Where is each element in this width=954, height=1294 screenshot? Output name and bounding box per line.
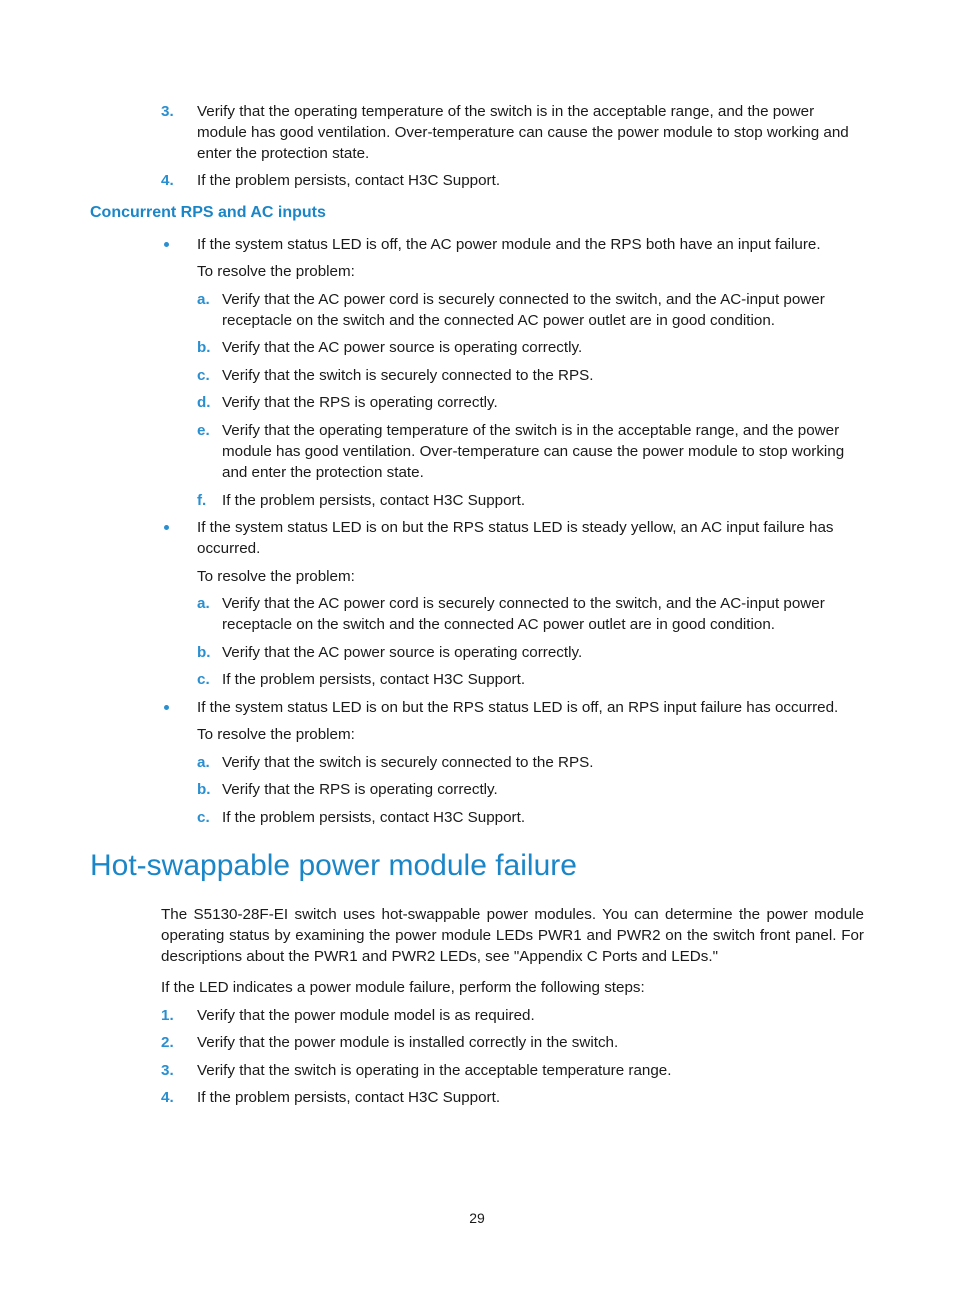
step-text: Verify that the RPS is operating correctly. <box>222 781 498 798</box>
step-letter: e. <box>197 422 210 439</box>
steps-intro: If the LED indicates a power module failure, perform the following steps: <box>161 979 645 996</box>
bullet-icon <box>164 525 169 530</box>
bullet-icon <box>164 705 169 710</box>
section-heading: Concurrent RPS and AC inputs <box>90 204 326 221</box>
step-letter: b. <box>197 781 211 798</box>
step-number: 1. <box>161 1007 174 1024</box>
step-text: Verify that the switch is operating in the acceptable temperature range. <box>197 1062 672 1079</box>
bullet-text: If the system status LED is off, the AC power module and the RPS both have an input failure. <box>197 236 821 253</box>
step-text: If the problem persists, contact H3C Support. <box>197 1089 501 1106</box>
step-letter: a. <box>197 595 210 612</box>
step-text: Verify that the switch is securely connected to the RPS. <box>222 754 594 771</box>
step-text: Verify that the AC power cord is securely connected to the switch, and the AC-input power receptacle on the switch and the connected AC power outlet are in good condition. <box>222 291 825 329</box>
bullet-text: If the system status LED is on but the RPS status LED is steady yellow, an AC input failure has occurred. <box>197 519 834 557</box>
step-letter: a. <box>197 291 210 308</box>
step-number: 2. <box>161 1034 174 1051</box>
step-number: 3. <box>161 1062 174 1079</box>
step-text: If the problem persists, contact H3C Support. <box>222 671 526 688</box>
step-number: 3. <box>161 103 174 120</box>
step-text: Verify that the AC power source is operating correctly. <box>222 644 583 661</box>
intro-paragraph: The S5130-28F-EI switch uses hot-swappable power modules. You can determine the power module operating status by examining the power module LEDs PWR1 and PWR2 on the switch front panel. For descriptions about the PWR1 and PWR2 LEDs, see "Appendix C Ports and LEDs." <box>161 906 864 965</box>
step-letter: a. <box>197 754 210 771</box>
step-text: Verify that the AC power source is operating correctly. <box>222 339 583 356</box>
step-text: Verify that the switch is securely connected to the RPS. <box>222 367 594 384</box>
page-number: 29 <box>469 1210 485 1226</box>
step-text: If the problem persists, contact H3C Support. <box>197 172 501 189</box>
step-text: Verify that the operating temperature of the switch is in the acceptable range, and the power module has good ventilation. Over-temperature can cause the power module to stop working and enter the protection state. <box>222 422 845 481</box>
resolve-label: To resolve the problem: <box>197 568 355 585</box>
step-text: Verify that the power module is installed correctly in the switch. <box>197 1034 619 1051</box>
step-number: 4. <box>161 172 174 189</box>
step-text: Verify that the AC power cord is securely connected to the switch, and the AC-input power receptacle on the switch and the connected AC power outlet are in good condition. <box>222 595 825 633</box>
step-letter: b. <box>197 644 211 661</box>
step-letter: f. <box>197 492 207 509</box>
step-number: 4. <box>161 1089 174 1106</box>
main-heading: Hot-swappable power module failure <box>90 849 577 882</box>
step-letter: c. <box>197 809 210 826</box>
step-text: Verify that the power module model is as required. <box>197 1007 535 1024</box>
resolve-label: To resolve the problem: <box>197 263 355 280</box>
bullet-text: If the system status LED is on but the RPS status LED is off, an RPS input failure has occurred. <box>197 699 839 716</box>
step-letter: d. <box>197 394 211 411</box>
step-text: If the problem persists, contact H3C Support. <box>222 809 526 826</box>
step-text: Verify that the RPS is operating correctly. <box>222 394 498 411</box>
resolve-label: To resolve the problem: <box>197 726 355 743</box>
bullet-icon <box>164 242 169 247</box>
step-text: Verify that the operating temperature of the switch is in the acceptable range, and the power module has good ventilation. Over-temperature can cause the power module to stop working and enter the protection state. <box>197 103 849 162</box>
step-letter: c. <box>197 367 210 384</box>
step-text: If the problem persists, contact H3C Support. <box>222 492 526 509</box>
step-letter: b. <box>197 339 211 356</box>
step-letter: c. <box>197 671 210 688</box>
